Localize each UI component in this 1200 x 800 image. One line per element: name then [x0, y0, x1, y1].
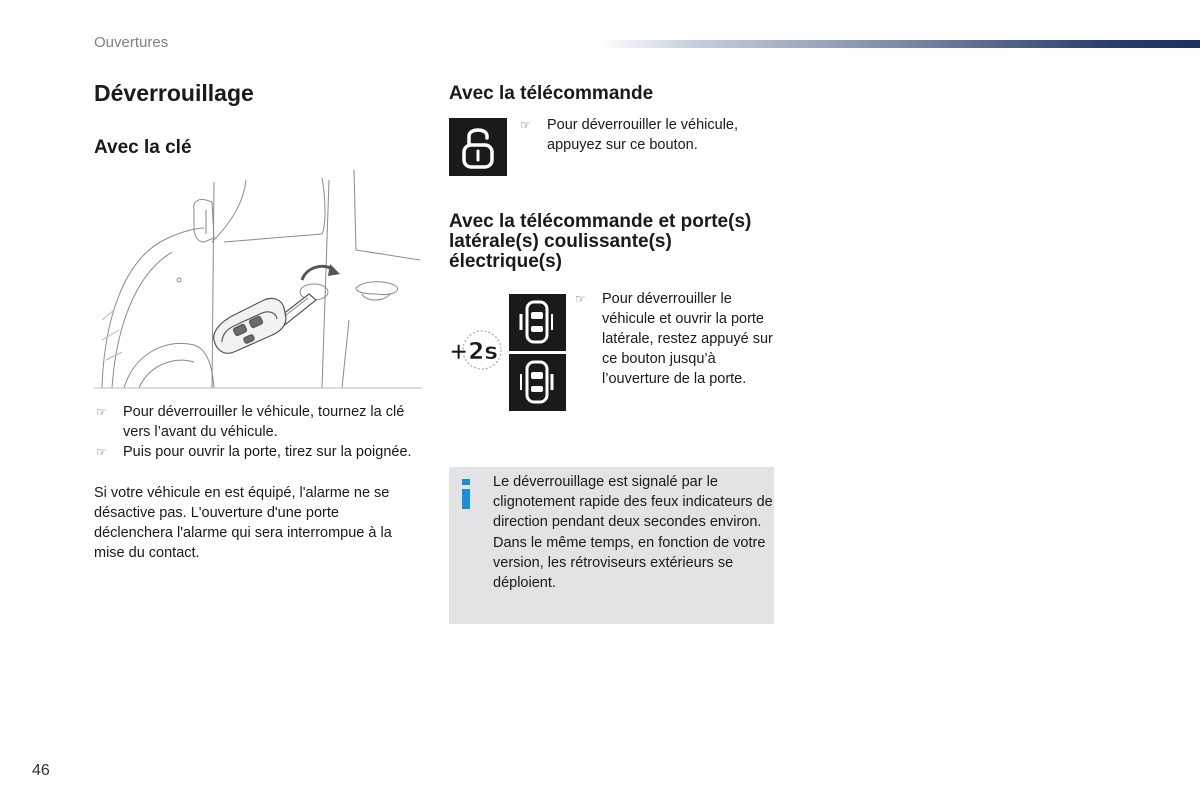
header-bar [600, 40, 1200, 48]
alarm-note: Si votre véhicule en est équipé, l'alarme ne se désactive pas. L'ouverture d'une porte déclenchera l'alarme qui sera interrompue à la mise du contact. [94, 485, 392, 561]
list-item [94, 442, 414, 462]
pointing-hand-icon: ☞ [96, 445, 107, 459]
sliding-door-left-icon [509, 294, 566, 351]
sliding-door-right-tile [509, 354, 566, 411]
info-box [449, 467, 774, 624]
hold-2s-indicator [448, 328, 504, 372]
remote-bullet-list [518, 115, 768, 155]
list-item [94, 402, 414, 442]
key-in-door-illustration [94, 170, 422, 390]
remote-heading: Avec la télécommande [449, 83, 654, 104]
page-title: Déverrouillage [94, 80, 254, 106]
sliding-door-left-tile [509, 294, 566, 351]
pointing-hand-icon: ☞ [96, 405, 107, 419]
key-heading: Avec la clé [94, 137, 192, 158]
sliding-door-heading: Avec la télécommande et porte(s) latérale(s) coulissante(s) électrique(s) [449, 211, 752, 272]
key-bullet-list [94, 402, 414, 462]
pointing-hand-icon: ☞ [520, 118, 531, 132]
list-item [573, 289, 783, 389]
unlock-button-tile [449, 118, 507, 176]
list-item [518, 115, 768, 155]
info-paragraph: Dans le même temps, en fonction de votre version, les rétroviseurs extérieurs se déploient. [493, 534, 766, 592]
list-item-text: Pour déverrouiller le véhicule, tournez la clé vers l’avant du véhicule. [123, 404, 405, 440]
info-icon [461, 479, 471, 509]
section-label: Ouvertures [94, 34, 169, 51]
sliding-door-right-icon [509, 354, 566, 411]
info-text [493, 472, 773, 593]
pointing-hand-icon: ☞ [575, 292, 586, 306]
sliding-door-bullet-list [573, 289, 783, 389]
unlock-icon [449, 118, 507, 176]
hold-2s-label: +2s [449, 339, 498, 365]
info-paragraph: Le déverrouillage est signalé par le clignotement rapide des feux indicateurs de direction pendant deux secondes environ. [493, 474, 773, 531]
page-number: 46 [32, 762, 50, 779]
list-item-text: Pour déverrouiller le véhicule et ouvrir la porte latérale, restez appuyé sur ce bouton jusqu’à l’ouverture de la porte. [602, 291, 773, 387]
list-item-text: Pour déverrouiller le véhicule, appuyez sur ce bouton. [547, 117, 739, 153]
list-item-text: Puis pour ouvrir la porte, tirez sur la poignée. [123, 444, 412, 460]
